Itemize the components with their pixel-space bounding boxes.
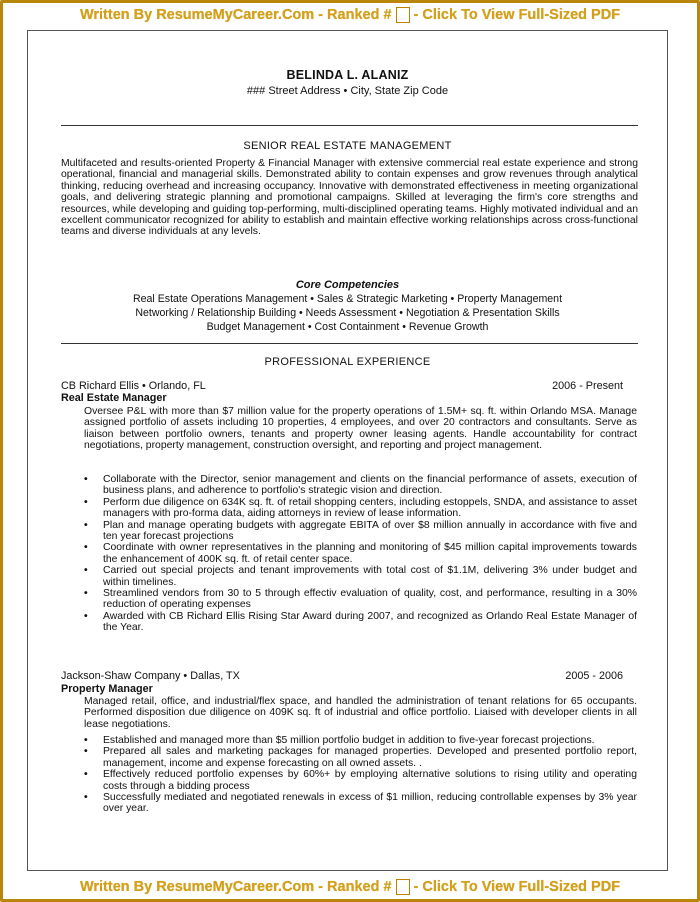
competency-line: Real Estate Operations Management • Sales & Strategic Marketing • Property Management [132, 293, 563, 305]
list-item: • Effectively reduced portfolio expenses by 60%+ by employing alternative solutions to rising utility and operating costs through a bidding process [84, 769, 637, 792]
list-item: • Collaborate with the Director, senior management and clients on the financial performance of assets, execution of business plans, and adherence to portfolio's strategic vision and direction. [84, 474, 637, 497]
job-bullets [84, 474, 637, 634]
rank-box [396, 879, 410, 895]
job-company: Jackson-Shaw Company • Dallas, TX [61, 670, 240, 682]
competency-line: Networking / Relationship Building • Needs Assessment • Negotiation & Presentation Skills [135, 307, 560, 319]
banner-left-text: Written By ResumeMyCareer.Com - Ranked # [79, 7, 392, 23]
divider [61, 343, 638, 344]
divider [61, 125, 638, 126]
job-header [61, 380, 623, 392]
list-item: • Successfully mediated and negotiated renewals in excess of $1 million, reducing controllable expenses by 3% year over year. [84, 792, 637, 815]
summary-text: Multifaceted and results-oriented Property & Financial Manager with extensive commercial real estate experience and strong operational, financial and managerial skills. Demonstrated ability to contain expenses and grow revenues through analytical thinking, reducing overhead and increasing occupancy. Innovative with demonstrated effectiveness in meeting organizational goals, and delivering strategic planning and promotional campaigns. Skilled at leveraging the firm's core strengths and resources, while developing and guiding top-performing, multi-disciplined operating teams. Highly motivated individual and an excellent communicator recognized for ability to establish and maintain effective working relationships across cross-functional teams and diverse individuals at any levels. [61, 158, 638, 238]
list-item: • Carried out special projects and tenant improvements with total cost of $1.1M, delivering 3% under budget and within timelines. [84, 565, 637, 588]
banner-right-text: - Click To View Full-Sized PDF [413, 879, 621, 895]
job-intro: Oversee P&L with more than $7 million value for the property operations of 1.5M+ sq. ft. within Orlando MSA. Manage assigned portfolio of assets including 10 properties, 4 employees, and over 20 contractors and consultants. Serve as liaison between portfolio owners, tenants and property owner leasing agents. Handle accountability for contract negotiations, property management, construction oversight, and reporting and project management. [84, 406, 637, 452]
list-item: • Perform due diligence on 634K sq. ft. of retail shopping centers, including estoppels, SNDA, and assistance to asset managers with pro-forma data, aiding attorneys in review of lease information. [84, 497, 637, 520]
candidate-address: ### Street Address • City, State Zip Code [246, 85, 449, 97]
banner-right-text: - Click To View Full-Sized PDF [413, 7, 621, 23]
resume-page [27, 30, 668, 871]
banner-left-text: Written By ResumeMyCareer.Com - Ranked # [79, 879, 392, 895]
job-intro: Managed retail, office, and industrial/flex space, and handled the administration of tenant relations for 65 occupants. Performed disposition due diligence on 409K sq. ft of industrial and office portfolio. Liaised with developer clients in all lease negotiations. [84, 696, 637, 730]
job-company: CB Richard Ellis • Orlando, FL [61, 380, 206, 392]
job-dates: 2005 - 2006 [565, 670, 623, 682]
candidate-name: BELINDA L. ALANIZ [286, 68, 409, 82]
job-title: Real Estate Manager [61, 392, 167, 404]
top-banner-link[interactable] [0, 3, 700, 27]
list-item: • Coordinate with owner representatives in the planning and monitoring of $45 million capital improvements towards the enhancement of 400K sq. ft. of retail center space. [84, 542, 637, 565]
list-item: • Plan and manage operating budgets with aggregate EBITA of over $8 million annually in accordance with five and ten year forecast projections [84, 520, 637, 543]
job-bullets [84, 735, 637, 815]
list-item: • Streamlined vendors from 30 to 5 through effectiv evaluation of quality, cost, and performance, resulting in a 30% reduction of operating expenses [84, 588, 637, 611]
experience-title: PROFESSIONAL EXPERIENCE [264, 356, 431, 368]
list-item: • Prepared all sales and marketing packages for managed properties. Developed and presented portfolio report, management, income and expense forecasting on all owned assets. . [84, 746, 637, 769]
list-item: • Established and managed more than $5 million portfolio budget in addition to five-year forecast projections. [84, 735, 637, 746]
job-header [61, 670, 623, 682]
list-item: • Awarded with CB Richard Ellis Rising Star Award during 2007, and recognized as Orlando Real Estate Manager of the Year. [84, 611, 637, 634]
competency-line: Budget Management • Cost Containment • Revenue Growth [206, 321, 489, 333]
competencies-title: Core Competencies [295, 279, 400, 291]
summary-title: SENIOR REAL ESTATE MANAGEMENT [243, 140, 452, 152]
job-dates: 2006 - Present [552, 380, 623, 392]
job-title: Property Manager [61, 683, 153, 695]
rank-box [396, 7, 410, 23]
bottom-banner-link[interactable] [0, 875, 700, 899]
